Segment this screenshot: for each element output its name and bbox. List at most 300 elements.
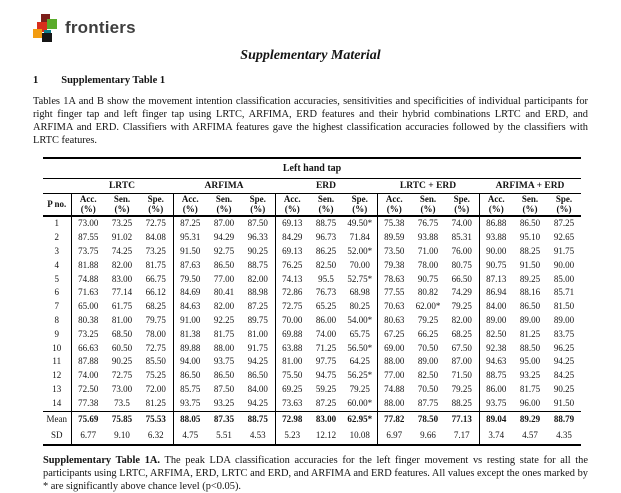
- table-caption: [43, 454, 588, 493]
- value-cell: 94.25: [553, 356, 575, 367]
- value-cell: 72.86: [275, 286, 309, 300]
- value-cell: 77.38: [71, 397, 105, 411]
- value-cell: 80.25: [349, 301, 370, 312]
- value-cell: 69.13: [275, 216, 309, 231]
- group-header: ERD: [275, 179, 377, 194]
- value-cell: 67.25: [377, 328, 411, 342]
- mean-row: [43, 411, 581, 428]
- value-cell: 72.98: [275, 411, 309, 428]
- value-cell: 78.00: [145, 328, 166, 339]
- column-header: Spe. (%): [547, 194, 581, 217]
- value-cell: 64.25: [349, 356, 370, 367]
- value-cell: 52.00*: [347, 245, 373, 256]
- value-cell: 69.88: [275, 328, 309, 342]
- value-cell: 90.75: [479, 259, 513, 273]
- value-cell: 6.77: [71, 428, 105, 445]
- value-cell: 89.00: [479, 314, 513, 328]
- value-cell: 4.35: [547, 428, 581, 445]
- column-header: Spe. (%): [139, 194, 173, 217]
- value-cell: 92.75: [213, 245, 235, 256]
- value-cell: 81.75: [213, 328, 235, 339]
- row-label: 13: [52, 383, 62, 394]
- value-cell: 87.13: [479, 273, 513, 287]
- value-cell: 94.63: [479, 355, 513, 369]
- value-cell: 74.88: [377, 383, 411, 397]
- value-cell: 80.82: [417, 287, 439, 298]
- value-cell: 79.75: [145, 314, 166, 325]
- value-cell: 68.25: [145, 301, 166, 312]
- value-cell: 75.69: [71, 411, 105, 428]
- value-cell: 82.50: [315, 259, 337, 270]
- value-cell: 69.00: [377, 342, 411, 356]
- value-cell: 86.50: [173, 369, 207, 383]
- logo-square: [47, 19, 57, 29]
- column-header: Acc. (%): [479, 194, 513, 217]
- table-row: [43, 259, 581, 273]
- value-cell: 85.31: [451, 232, 472, 243]
- value-cell: 86.50: [213, 259, 235, 270]
- group-header: ARFIMA + ERD: [479, 179, 581, 194]
- value-cell: 9.66: [411, 428, 445, 445]
- value-cell: 74.00: [451, 218, 472, 229]
- value-cell: 93.88: [479, 231, 513, 245]
- value-cell: 74.13: [275, 273, 309, 287]
- row-label: 1: [54, 218, 59, 229]
- value-cell: 81.38: [173, 328, 207, 342]
- value-cell: 69.25: [275, 383, 309, 397]
- value-cell: 70.50: [417, 342, 439, 353]
- value-cell: 82.50: [479, 328, 513, 342]
- group-header-spacer: [43, 179, 71, 194]
- value-cell: 68.98: [349, 287, 370, 298]
- value-cell: 70.00: [275, 314, 309, 328]
- value-cell: 95.31: [173, 231, 207, 245]
- value-cell: 78.63: [377, 273, 411, 287]
- value-cell: 5.23: [275, 428, 309, 445]
- section-heading: [33, 75, 588, 86]
- value-cell: 92.65: [553, 232, 575, 243]
- value-cell: 77.14: [111, 287, 133, 298]
- value-cell: 77.55: [377, 286, 411, 300]
- column-header: Acc. (%): [173, 194, 207, 217]
- row-label: SD: [43, 428, 71, 445]
- value-cell: 96.33: [247, 232, 268, 243]
- column-header: Sen. (%): [309, 194, 343, 217]
- value-cell: 72.75: [145, 218, 166, 229]
- row-label: 2: [54, 232, 59, 243]
- value-cell: 93.75: [173, 397, 207, 411]
- value-cell: 66.25: [417, 328, 439, 339]
- column-header: Sen. (%): [105, 194, 139, 217]
- value-cell: 81.88: [71, 259, 105, 273]
- row-label: 9: [54, 328, 59, 339]
- value-cell: 94.75: [315, 370, 337, 381]
- value-cell: 10.08: [343, 428, 377, 445]
- row-label: 5: [54, 273, 59, 284]
- value-cell: 60.50: [111, 342, 133, 353]
- pno-column-header: P no.: [43, 194, 71, 217]
- value-cell: 74.88: [71, 273, 105, 287]
- row-label: 11: [52, 356, 62, 367]
- row-label: 10: [52, 342, 62, 353]
- value-cell: 76.25: [275, 259, 309, 273]
- column-header: Sen. (%): [207, 194, 241, 217]
- value-cell: 84.25: [553, 370, 575, 381]
- value-cell: 88.79: [547, 411, 581, 428]
- value-cell: 9.10: [105, 428, 139, 445]
- sd-row: [43, 428, 581, 445]
- value-cell: 88.25: [519, 245, 541, 256]
- table-row: [43, 342, 581, 356]
- value-cell: 66.12: [145, 287, 166, 298]
- value-cell: 71.00: [417, 245, 439, 256]
- value-cell: 91.50: [553, 397, 575, 408]
- value-cell: 72.75: [111, 370, 133, 381]
- value-cell: 92.25: [213, 314, 235, 325]
- value-cell: 77.00: [377, 369, 411, 383]
- section-number: 1: [33, 75, 39, 86]
- value-cell: 75.25: [145, 370, 166, 381]
- logo-square: [42, 33, 52, 42]
- value-cell: 49.50*: [347, 218, 373, 229]
- value-cell: 72.75: [145, 342, 166, 353]
- value-cell: 90.25: [247, 245, 268, 256]
- value-cell: 88.75: [241, 411, 275, 428]
- value-cell: 84.00: [247, 383, 268, 394]
- value-cell: 88.98: [247, 287, 268, 298]
- table-row: [43, 245, 581, 259]
- caption-lead: Supplementary Table 1A.: [43, 454, 160, 466]
- value-cell: 87.50: [213, 383, 235, 394]
- value-cell: 73.63: [275, 397, 309, 411]
- value-cell: 73.00: [111, 383, 133, 394]
- value-cell: 91.02: [111, 232, 133, 243]
- value-cell: 89.88: [173, 342, 207, 356]
- value-cell: 73.25: [71, 328, 105, 342]
- value-cell: 81.50: [553, 301, 575, 312]
- value-cell: 7.17: [445, 428, 479, 445]
- value-cell: 81.00: [247, 328, 268, 339]
- value-cell: 81.00: [275, 355, 309, 369]
- value-cell: 79.25: [349, 383, 370, 394]
- value-cell: 66.50: [451, 273, 472, 284]
- value-cell: 87.25: [247, 301, 268, 312]
- value-cell: 71.25: [315, 342, 337, 353]
- value-cell: 88.00: [377, 355, 411, 369]
- value-cell: 86.25: [315, 245, 337, 256]
- row-label: 14: [52, 397, 62, 408]
- value-cell: 90.25: [111, 356, 133, 367]
- value-cell: 67.50: [451, 342, 472, 353]
- column-header: Acc. (%): [71, 194, 105, 217]
- value-cell: 95.10: [519, 232, 541, 243]
- row-label: Mean: [43, 411, 71, 428]
- value-cell: 88.75: [315, 218, 337, 229]
- value-cell: 87.88: [71, 355, 105, 369]
- value-cell: 80.38: [71, 314, 105, 328]
- value-cell: 77.82: [377, 411, 411, 428]
- row-label: 6: [54, 287, 59, 298]
- value-cell: 74.25: [111, 245, 133, 256]
- value-cell: 82.00: [111, 259, 133, 270]
- frontiers-pinwheel-icon: [33, 13, 58, 43]
- supplementary-table-1a: [43, 157, 581, 445]
- value-cell: 87.50: [247, 218, 268, 229]
- value-cell: 90.00: [479, 245, 513, 259]
- value-cell: 65.25: [315, 301, 337, 312]
- table-row: [43, 300, 581, 314]
- table-row: [43, 369, 581, 383]
- value-cell: 5.51: [207, 428, 241, 445]
- value-cell: 61.75: [111, 301, 133, 312]
- value-cell: 86.00: [479, 383, 513, 397]
- value-cell: 89.75: [247, 314, 268, 325]
- value-cell: 89.00: [553, 314, 575, 325]
- value-cell: 87.25: [173, 216, 207, 231]
- value-cell: 84.00: [479, 300, 513, 314]
- value-cell: 81.75: [519, 383, 541, 394]
- value-cell: 84.29: [275, 231, 309, 245]
- value-cell: 62.95*: [343, 411, 377, 428]
- row-label: 12: [52, 370, 62, 381]
- value-cell: 73.25: [145, 245, 166, 256]
- intro-paragraph: Tables 1A and B show the movement intention classification accuracies, sensitivities and specificities of individual participants for right finger tap and left finger tap using LRTC, ARFIMA, ERD features and their hybrid combinations LRTC and ERD, and ARFIMA and ERD. Classifiers with ARFIMA features gave the highest classification accuracies followed by the classifiers with LRTC features.: [33, 96, 588, 146]
- value-cell: 87.63: [173, 259, 207, 273]
- value-cell: 80.41: [213, 287, 235, 298]
- value-cell: 87.55: [71, 231, 105, 245]
- value-cell: 69.13: [275, 245, 309, 259]
- value-cell: 87.00: [213, 218, 235, 229]
- value-cell: 65.00: [71, 300, 105, 314]
- logo-wordmark: frontiers: [65, 18, 136, 37]
- value-cell: 91.50: [173, 245, 207, 259]
- table-row: [43, 328, 581, 342]
- value-cell: 78.00: [417, 259, 439, 270]
- value-cell: 68.25: [451, 328, 472, 339]
- value-cell: 97.75: [315, 356, 337, 367]
- table-row: [43, 383, 581, 397]
- column-header: Spe. (%): [343, 194, 377, 217]
- value-cell: 87.75: [417, 397, 439, 408]
- value-cell: 71.50: [451, 370, 472, 381]
- value-cell: 93.75: [479, 397, 513, 411]
- column-header: Spe. (%): [445, 194, 479, 217]
- value-cell: 96.25: [553, 342, 575, 353]
- value-cell: 70.50: [417, 383, 439, 394]
- section-title: Supplementary Table 1: [61, 75, 166, 86]
- value-cell: 88.00: [377, 397, 411, 411]
- value-cell: 88.25: [451, 397, 472, 408]
- value-cell: 72.75: [275, 300, 309, 314]
- value-cell: 87.25: [553, 218, 575, 229]
- value-cell: 90.25: [553, 383, 575, 394]
- value-cell: 89.59: [377, 231, 411, 245]
- value-cell: 4.75: [173, 428, 207, 445]
- value-cell: 73.5: [114, 397, 130, 408]
- value-cell: 93.88: [417, 232, 439, 243]
- value-cell: 73.00: [71, 216, 105, 231]
- table-row: [43, 314, 581, 328]
- value-cell: 81.25: [145, 397, 166, 408]
- value-cell: 73.50: [377, 245, 411, 259]
- value-cell: 86.00: [315, 314, 337, 325]
- value-cell: 95.00: [519, 356, 541, 367]
- value-cell: 68.50: [111, 328, 133, 339]
- value-cell: 81.00: [111, 314, 133, 325]
- value-cell: 56.25*: [347, 370, 373, 381]
- value-cell: 86.50: [247, 370, 268, 381]
- value-cell: 79.25: [451, 383, 472, 394]
- value-cell: 89.29: [513, 411, 547, 428]
- table-row: [43, 355, 581, 369]
- value-cell: 6.97: [377, 428, 411, 445]
- value-cell: 70.00: [349, 259, 370, 270]
- value-cell: 94.29: [213, 232, 235, 243]
- table-row: [43, 231, 581, 245]
- value-cell: 79.25: [417, 314, 439, 325]
- value-cell: 90.00: [553, 259, 575, 270]
- value-cell: 66.75: [145, 273, 166, 284]
- value-cell: 89.00: [417, 356, 439, 367]
- value-cell: 96.73: [315, 232, 337, 243]
- value-cell: 91.50: [519, 259, 541, 270]
- value-cell: 75.50: [275, 369, 309, 383]
- value-cell: 89.04: [479, 411, 513, 428]
- value-cell: 94.25: [247, 356, 268, 367]
- value-cell: 85.75: [173, 383, 207, 397]
- value-cell: 3.74: [479, 428, 513, 445]
- table-row: [43, 216, 581, 231]
- value-cell: 83.75: [553, 328, 575, 339]
- value-cell: 89.00: [519, 314, 541, 325]
- value-cell: 6.32: [139, 428, 173, 445]
- column-header: Acc. (%): [275, 194, 309, 217]
- table-row: [43, 273, 581, 287]
- value-cell: 90.75: [417, 273, 439, 284]
- caption-text: The peak LDA classification accuracies for the left finger movement vs resting state for all the participants using LRTC, ARFIMA, ERD, LRTC and ERD, and ARFIMA and ERD features. All values except the ones marked by * are significantly above chance level (p<0.05).: [43, 454, 588, 492]
- value-cell: 75.53: [139, 411, 173, 428]
- value-cell: 86.50: [213, 370, 235, 381]
- value-cell: 88.75: [247, 259, 268, 270]
- span-header-row: [43, 158, 581, 179]
- logo-square: [33, 29, 42, 38]
- value-cell: 80.63: [377, 314, 411, 328]
- value-cell: 84.63: [173, 300, 207, 314]
- value-cell: 70.63: [377, 300, 411, 314]
- value-cell: 88.16: [519, 287, 541, 298]
- value-cell: 92.38: [479, 342, 513, 356]
- value-cell: 62.00*: [415, 301, 441, 312]
- value-cell: 79.38: [377, 259, 411, 273]
- value-cell: 84.69: [173, 286, 207, 300]
- table-span-header: Left hand tap: [43, 158, 581, 179]
- value-cell: 94.00: [173, 355, 207, 369]
- value-cell: 80.75: [451, 259, 472, 270]
- value-cell: 12.12: [309, 428, 343, 445]
- row-label: 8: [54, 314, 59, 325]
- value-cell: 73.25: [111, 218, 133, 229]
- value-cell: 82.00: [213, 301, 235, 312]
- value-cell: 79.50: [173, 273, 207, 287]
- value-cell: 93.75: [213, 356, 235, 367]
- value-cell: 82.50: [417, 370, 439, 381]
- value-cell: 71.63: [71, 286, 105, 300]
- frontiers-logo: [33, 12, 588, 44]
- group-header: LRTC: [71, 179, 173, 194]
- value-cell: 86.50: [519, 218, 541, 229]
- column-header: Spe. (%): [241, 194, 275, 217]
- value-cell: 66.63: [71, 342, 105, 356]
- value-cell: 73.75: [71, 245, 105, 259]
- value-cell: 87.00: [451, 356, 472, 367]
- group-header: LRTC + ERD: [377, 179, 479, 194]
- value-cell: 74.00: [71, 369, 105, 383]
- value-cell: 85.00: [553, 273, 575, 284]
- value-cell: 85.71: [553, 287, 575, 298]
- value-cell: 79.25: [451, 301, 472, 312]
- value-cell: 84.08: [145, 232, 166, 243]
- value-cell: 75.38: [377, 216, 411, 231]
- group-header: ARFIMA: [173, 179, 275, 194]
- value-cell: 72.50: [71, 383, 105, 397]
- value-cell: 71.84: [349, 232, 370, 243]
- value-cell: 77.00: [213, 273, 235, 284]
- value-cell: 88.75: [479, 369, 513, 383]
- value-cell: 81.25: [519, 328, 541, 339]
- value-cell: 86.88: [479, 216, 513, 231]
- value-cell: 76.73: [315, 287, 337, 298]
- value-cell: 83.00: [111, 273, 133, 284]
- value-cell: 72.00: [145, 383, 166, 394]
- table-row: [43, 397, 581, 411]
- row-label: 3: [54, 245, 59, 256]
- value-cell: 4.53: [241, 428, 275, 445]
- row-label: 7: [54, 301, 59, 312]
- value-cell: 76.75: [417, 218, 439, 229]
- value-cell: 74.00: [315, 328, 337, 339]
- value-cell: 82.00: [451, 314, 472, 325]
- value-cell: 77.13: [445, 411, 479, 428]
- value-cell: 74.29: [451, 287, 472, 298]
- value-cell: 86.94: [479, 286, 513, 300]
- value-cell: 59.25: [315, 383, 337, 394]
- column-header-row: [43, 194, 581, 217]
- value-cell: 88.05: [173, 411, 207, 428]
- value-cell: 54.00*: [347, 314, 373, 325]
- row-label: 4: [54, 259, 59, 270]
- value-cell: 93.25: [213, 397, 235, 408]
- value-cell: 52.75*: [347, 273, 373, 284]
- value-cell: 82.00: [247, 273, 268, 284]
- value-cell: 78.50: [411, 411, 445, 428]
- value-cell: 89.25: [519, 273, 541, 284]
- value-cell: 91.75: [553, 245, 575, 256]
- value-cell: 93.25: [519, 370, 541, 381]
- column-header: Acc. (%): [377, 194, 411, 217]
- value-cell: 76.00: [451, 245, 472, 256]
- column-header: Sen. (%): [411, 194, 445, 217]
- value-cell: 65.75: [349, 328, 370, 339]
- value-cell: 75.85: [105, 411, 139, 428]
- value-cell: 4.57: [513, 428, 547, 445]
- value-cell: 96.00: [519, 397, 541, 408]
- value-cell: 88.00: [213, 342, 235, 353]
- value-cell: 94.25: [247, 397, 268, 408]
- value-cell: 91.00: [173, 314, 207, 328]
- value-cell: 87.35: [207, 411, 241, 428]
- column-header: Sen. (%): [513, 194, 547, 217]
- value-cell: 81.75: [145, 259, 166, 270]
